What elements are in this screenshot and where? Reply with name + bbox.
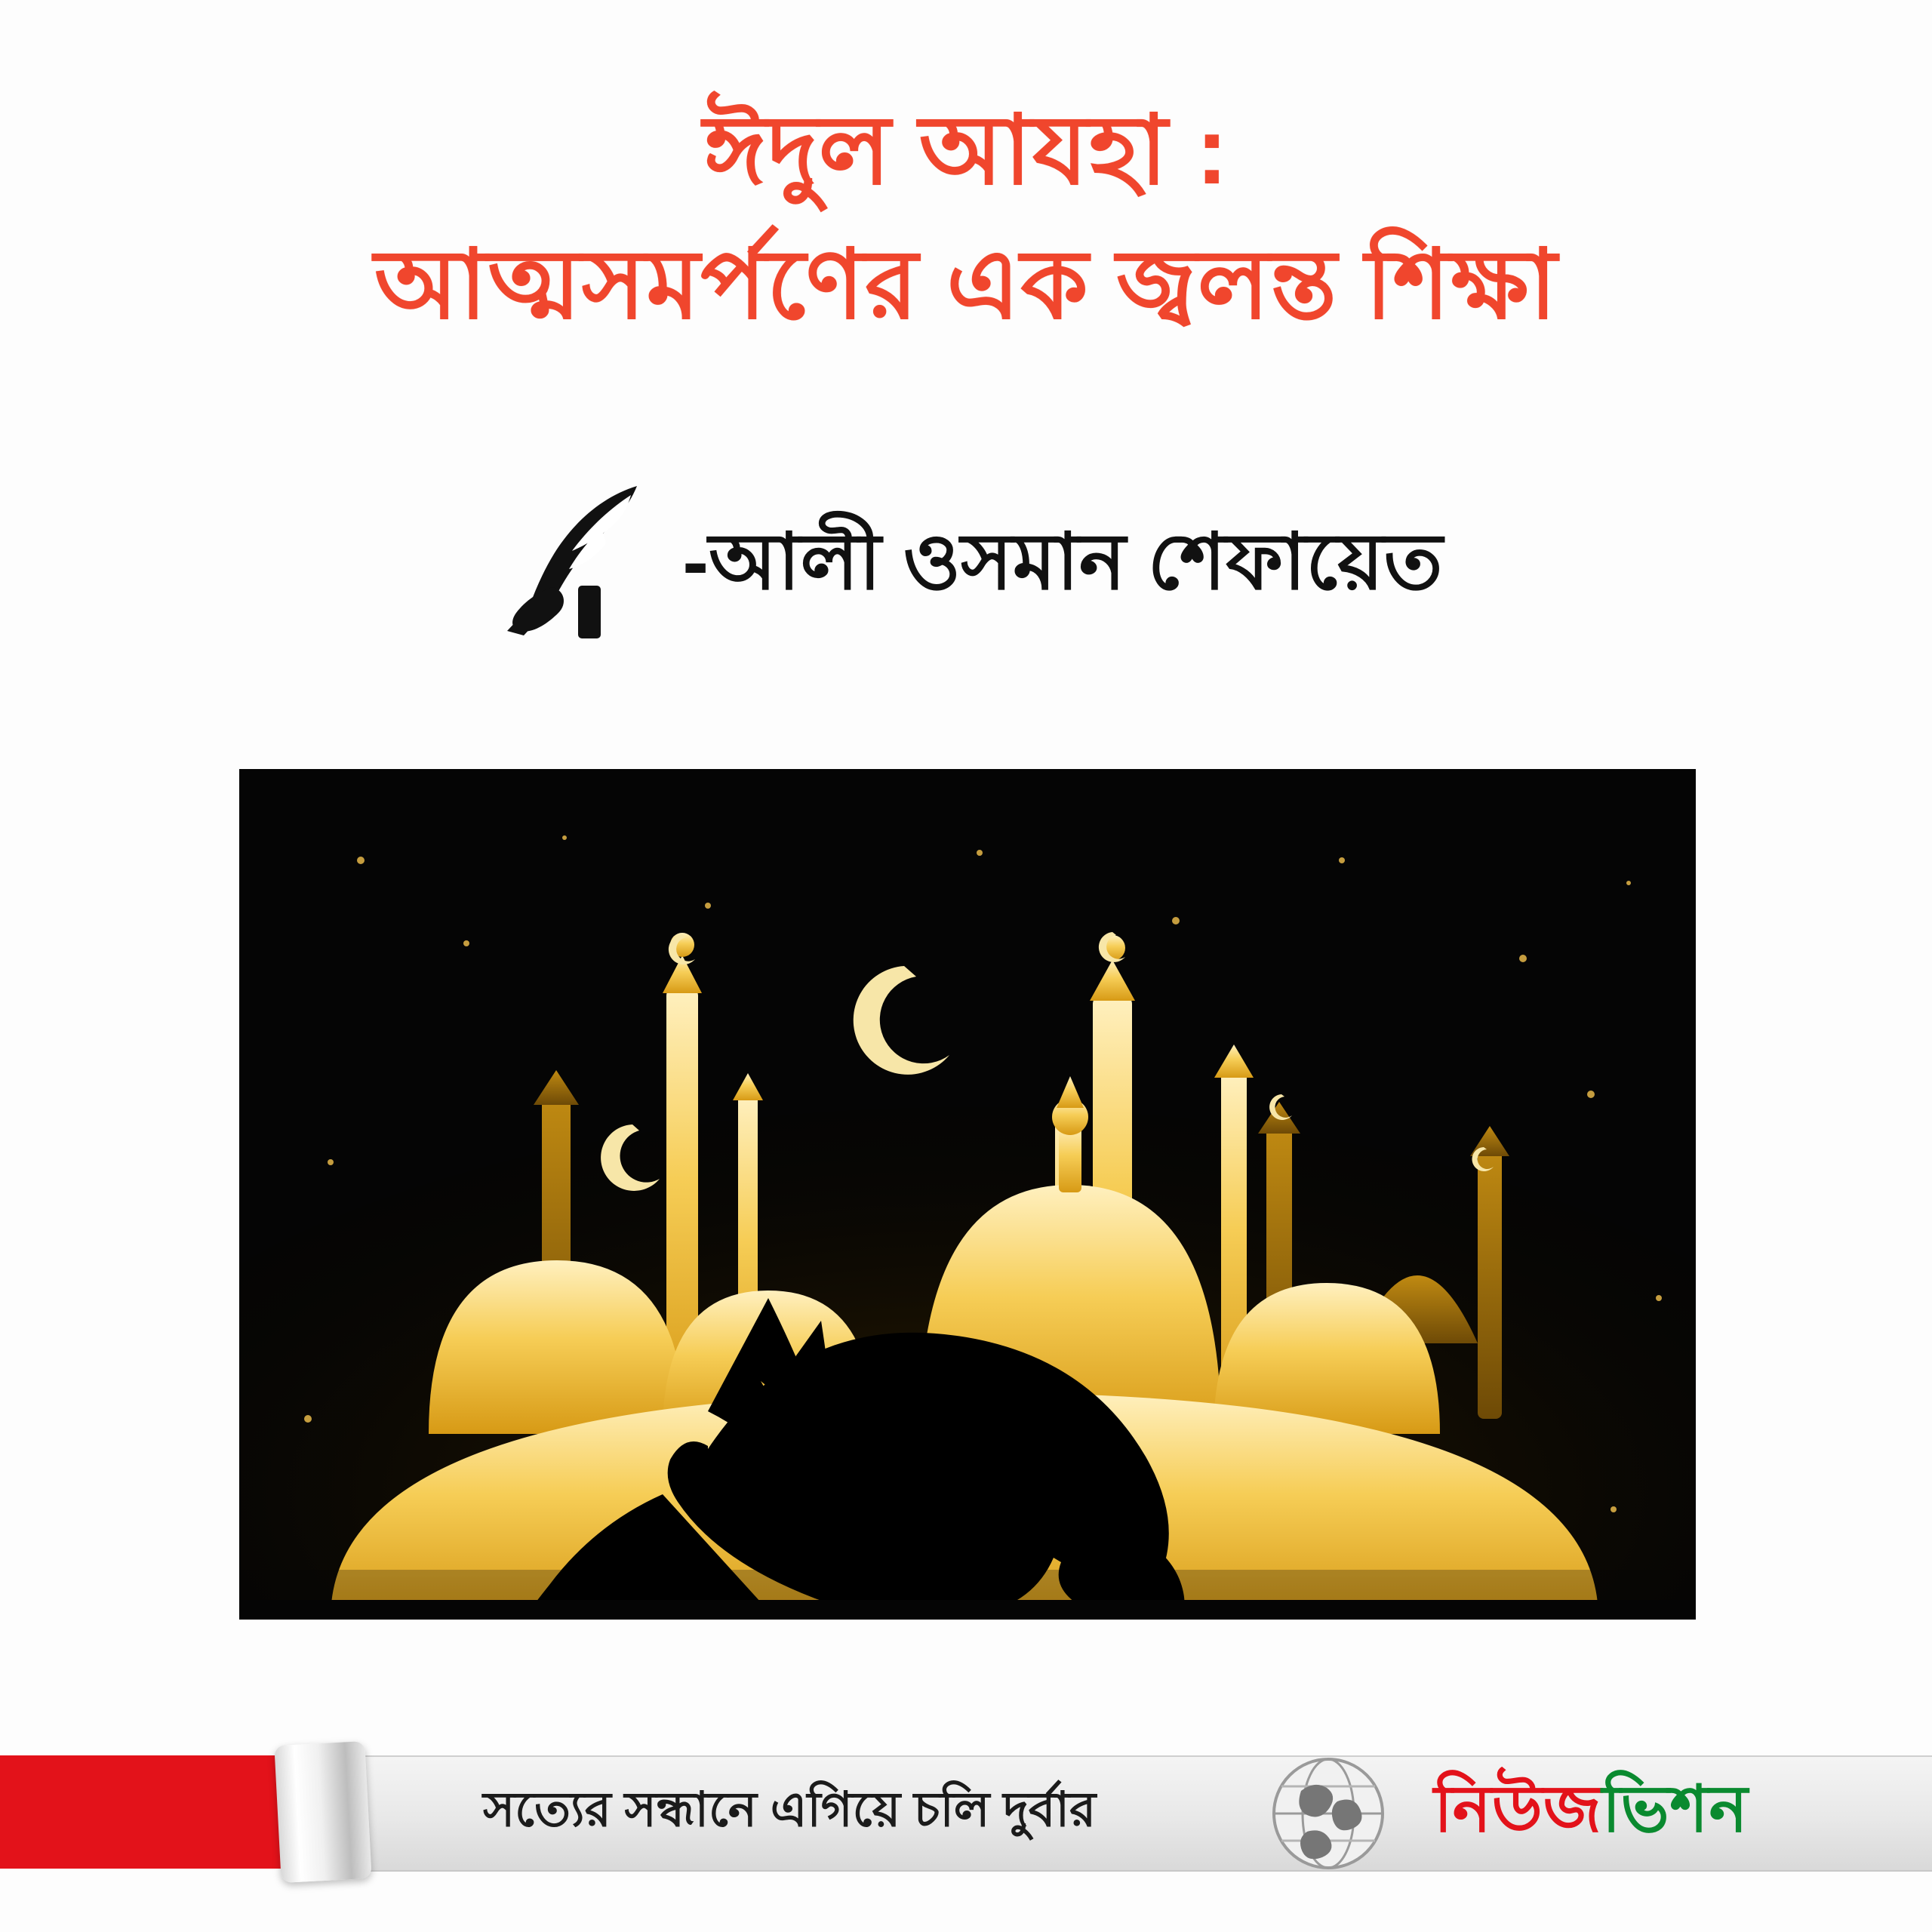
hero-image [240,770,1695,1619]
footer-red-accent [0,1755,309,1869]
brand-name-part-1: নিউজ [1434,1773,1602,1846]
globe-icon [1268,1753,1389,1874]
author-name: -আলী ওসমান শেফায়েত [682,518,1443,606]
paper-roll-decoration [274,1741,371,1883]
brand-name-part-2: ভিশন [1601,1773,1749,1846]
page-title-line-2: আত্মসমর্পণের এক জ্বলন্ত শিক্ষা [374,231,1558,339]
brand-logo [1434,1760,1749,1868]
quill-pen-icon [489,475,663,641]
footer-slogan: সত্যের সন্ধানে এগিয়ে চলি দুর্বার [483,1782,1097,1837]
author-row [0,475,1932,641]
title-block [0,91,1932,346]
footer-banner [0,1742,1932,1885]
page-title-line-1: ঈদুল আযহা : [703,97,1229,205]
